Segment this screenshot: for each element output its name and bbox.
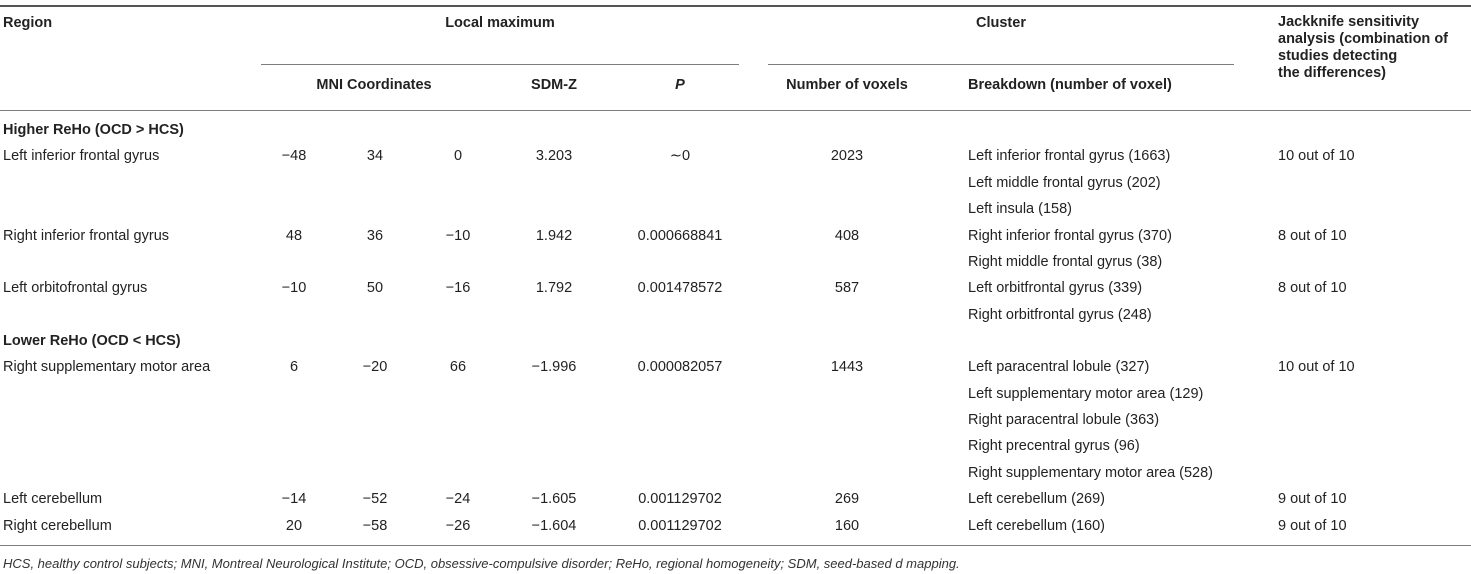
cell-mni-x: 6 bbox=[289, 359, 299, 375]
table-top-rule bbox=[0, 5, 1471, 7]
cell-mni-x: −14 bbox=[281, 491, 307, 507]
header-p: P bbox=[675, 77, 685, 93]
cell-region: Right cerebellum bbox=[3, 518, 112, 534]
cell-p: ∼0 bbox=[669, 148, 691, 164]
cell-voxels: 160 bbox=[834, 518, 860, 534]
cell-mni-z: 66 bbox=[449, 359, 467, 375]
cell-mni-z: −24 bbox=[445, 491, 471, 507]
cell-breakdown: Right middle frontal gyrus (38) bbox=[968, 254, 1163, 270]
cell-mni-x: −48 bbox=[281, 148, 307, 164]
cell-breakdown: Left insula (158) bbox=[968, 201, 1072, 217]
cell-mni-x: 20 bbox=[285, 518, 303, 534]
cell-voxels: 587 bbox=[834, 280, 860, 296]
header-sdm-z: SDM-Z bbox=[531, 77, 577, 93]
header-jackknife-line: studies detecting bbox=[1278, 48, 1398, 64]
cell-mni-y: −20 bbox=[362, 359, 388, 375]
cell-jackknife: 10 out of 10 bbox=[1278, 359, 1355, 375]
section-title-lower-reho: Lower ReHo (OCD < HCS) bbox=[3, 333, 181, 349]
cell-breakdown: Left supplementary motor area (129) bbox=[968, 386, 1204, 402]
cell-mni-z: 0 bbox=[453, 148, 463, 164]
cell-sdm-z: −1.604 bbox=[531, 518, 577, 534]
header-breakdown: Breakdown (number of voxel) bbox=[968, 77, 1172, 93]
cell-jackknife: 10 out of 10 bbox=[1278, 148, 1355, 164]
cell-sdm-z: 1.942 bbox=[535, 228, 573, 244]
cell-breakdown: Left cerebellum (160) bbox=[968, 518, 1106, 534]
header-cluster: Cluster bbox=[976, 15, 1026, 31]
cell-jackknife: 8 out of 10 bbox=[1278, 228, 1347, 244]
cell-breakdown: Left orbitfrontal gyrus (339) bbox=[968, 280, 1143, 296]
cell-breakdown: Right supplementary motor area (528) bbox=[968, 465, 1214, 481]
cell-breakdown: Left inferior frontal gyrus (1663) bbox=[968, 148, 1171, 164]
cell-mni-z: −26 bbox=[445, 518, 471, 534]
header-number-of-voxels: Number of voxels bbox=[786, 77, 908, 93]
cell-jackknife: 8 out of 10 bbox=[1278, 280, 1347, 296]
cell-sdm-z: 1.792 bbox=[535, 280, 573, 296]
cell-mni-x: −10 bbox=[281, 280, 307, 296]
cell-breakdown: Right orbitfrontal gyrus (248) bbox=[968, 307, 1152, 323]
cell-breakdown: Left paracentral lobule (327) bbox=[968, 359, 1150, 375]
header-jackknife-line: Jackknife sensitivity bbox=[1278, 14, 1420, 30]
cell-p: 0.000082057 bbox=[637, 359, 723, 375]
cell-region: Right inferior frontal gyrus bbox=[3, 228, 170, 244]
cell-voxels: 408 bbox=[834, 228, 860, 244]
header-mni-coordinates: MNI Coordinates bbox=[316, 77, 432, 93]
cell-mni-y: −52 bbox=[362, 491, 388, 507]
cell-mni-y: −58 bbox=[362, 518, 388, 534]
cell-breakdown: Right inferior frontal gyrus (370) bbox=[968, 228, 1172, 244]
table-footnote: HCS, healthy control subjects; MNI, Montreal Neurological Institute; OCD, obsessive-compulsive disorder; ReHo, regional homogeneity; SDM, seed-based d mapping. bbox=[3, 556, 960, 571]
cell-jackknife: 9 out of 10 bbox=[1278, 518, 1347, 534]
cell-sdm-z: 3.203 bbox=[535, 148, 573, 164]
cell-region: Left cerebellum bbox=[3, 491, 103, 507]
cell-sdm-z: −1.605 bbox=[531, 491, 577, 507]
cell-mni-z: −10 bbox=[445, 228, 471, 244]
cell-region: Left orbitofrontal gyrus bbox=[3, 280, 148, 296]
cluster-underline bbox=[768, 64, 1234, 65]
cell-region: Left inferior frontal gyrus bbox=[3, 148, 160, 164]
cell-jackknife: 9 out of 10 bbox=[1278, 491, 1347, 507]
cell-mni-y: 34 bbox=[366, 148, 384, 164]
header-jackknife-line: the differences) bbox=[1278, 65, 1386, 81]
cell-mni-z: −16 bbox=[445, 280, 471, 296]
cell-mni-y: 36 bbox=[366, 228, 384, 244]
cell-breakdown: Right precentral gyrus (96) bbox=[968, 438, 1140, 454]
cell-breakdown: Left cerebellum (269) bbox=[968, 491, 1106, 507]
cell-breakdown: Left middle frontal gyrus (202) bbox=[968, 175, 1161, 191]
cell-voxels: 269 bbox=[834, 491, 860, 507]
header-bottom-rule bbox=[0, 110, 1471, 111]
cell-mni-x: 48 bbox=[285, 228, 303, 244]
cell-mni-y: 50 bbox=[366, 280, 384, 296]
cell-voxels: 1443 bbox=[830, 359, 864, 375]
cell-p: 0.001129702 bbox=[638, 518, 722, 534]
cell-p: 0.001129702 bbox=[638, 491, 722, 507]
cell-voxels: 2023 bbox=[830, 148, 864, 164]
header-local-maximum: Local maximum bbox=[445, 15, 555, 31]
header-region: Region bbox=[3, 15, 53, 31]
cell-p: 0.001478572 bbox=[637, 280, 723, 296]
header-jackknife-line: analysis (combination of bbox=[1278, 31, 1448, 47]
cell-breakdown: Right paracentral lobule (363) bbox=[968, 412, 1160, 428]
cell-sdm-z: −1.996 bbox=[531, 359, 577, 375]
local-max-underline bbox=[261, 64, 739, 65]
header-jackknife bbox=[1278, 14, 1448, 82]
cell-p: 0.000668841 bbox=[637, 228, 723, 244]
section-title-higher-reho: Higher ReHo (OCD > HCS) bbox=[3, 122, 184, 138]
cell-region: Right supplementary motor area bbox=[3, 359, 211, 375]
table-bottom-rule bbox=[0, 545, 1471, 546]
